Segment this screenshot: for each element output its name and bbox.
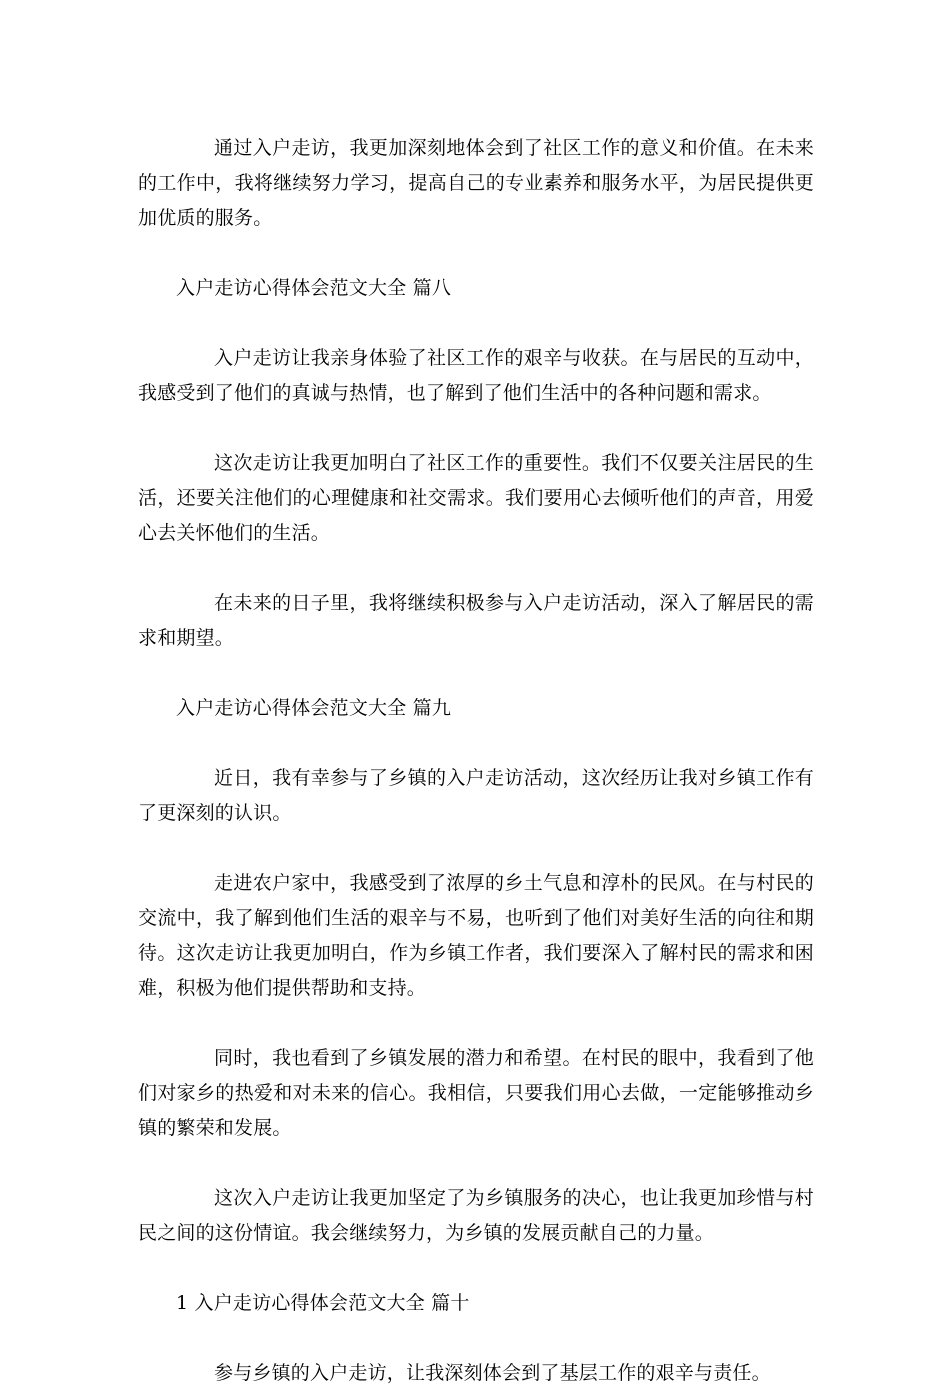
document-body	[138, 131, 814, 1391]
paragraph: 通过入户走访，我更加深刻地体会到了社区工作的意义和价值。在未来的工作中，我将继续努力学习，提高自己的专业素养和服务水平，为居民提供更加优质的服务。	[138, 137, 814, 229]
section-heading-10: 1 入户走访心得体会范文大全 篇十	[176, 1292, 470, 1314]
paragraph: 入户走访让我亲身体验了社区工作的艰辛与收获。在与居民的互动中，我感受到了他们的真诚与热情，也了解到了他们生活中的各种问题和需求。	[138, 347, 814, 404]
paragraph: 近日，我有幸参与了乡镇的入户走访活动，这次经历让我对乡镇工作有了更深刻的认识。	[138, 767, 814, 824]
paragraph: 这次走访让我更加明白了社区工作的重要性。我们不仅要关注居民的生活，还要关注他们的心理健康和社交需求。我们要用心去倾听他们的声音，用爱心去关怀他们的生活。	[138, 452, 814, 544]
section-heading-9: 入户走访心得体会范文大全 篇九	[176, 697, 452, 719]
paragraph: 走进农户家中，我感受到了浓厚的乡土气息和淳朴的民风。在与村民的交流中，我了解到他们生活的艰辛与不易，也听到了他们对美好生活的向往和期待。这次走访让我更加明白，作为乡镇工作者，我们要深入了解村民的需求和困难，积极为他们提供帮助和支持。	[138, 872, 814, 999]
paragraph: 在未来的日子里，我将继续积极参与入户走访活动，深入了解居民的需求和期望。	[138, 592, 814, 649]
paragraph: 这次入户走访让我更加坚定了为乡镇服务的决心，也让我更加珍惜与村民之间的这份情谊。我会继续努力，为乡镇的发展贡献自己的力量。	[138, 1187, 814, 1244]
paragraph: 参与乡镇的入户走访，让我深刻体会到了基层工作的艰辛与责任。	[214, 1362, 771, 1384]
paragraph: 同时，我也看到了乡镇发展的潜力和希望。在村民的眼中，我看到了他们对家乡的热爱和对未来的信心。我相信，只要我们用心去做，一定能够推动乡镇的繁荣和发展。	[138, 1047, 814, 1139]
section-heading-8: 入户走访心得体会范文大全 篇八	[176, 277, 452, 299]
